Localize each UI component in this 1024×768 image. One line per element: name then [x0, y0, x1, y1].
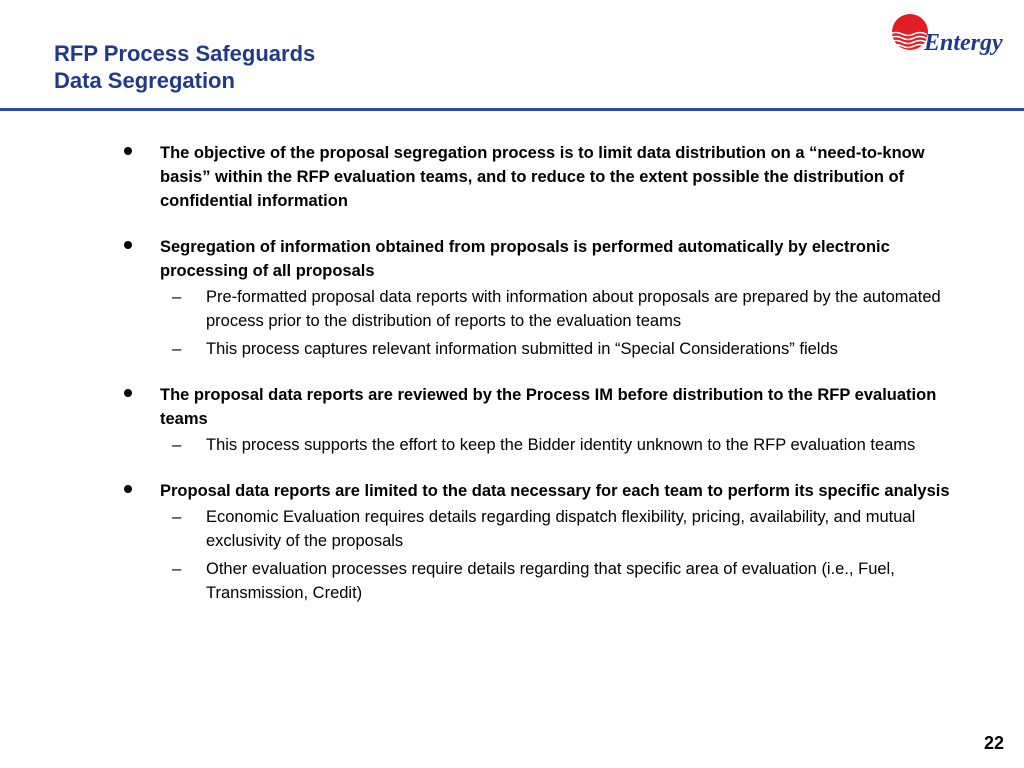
sub-bullet-text: Pre-formatted proposal data reports with information about proposals are prepared by the automated process prior to the distribution of reports to the evaluation teams — [206, 288, 941, 330]
sub-bullet-list — [160, 505, 974, 605]
sub-bullet-list — [160, 433, 974, 457]
bullet-text: The proposal data reports are reviewed by the Process IM before distribution to the RFP evaluation teams — [160, 386, 937, 428]
sub-bullet-item — [118, 433, 974, 457]
bullet-text: The objective of the proposal segregation process is to limit data distribution on a “need-to-know basis” within the RFP evaluation teams, and to reduce to the extent possible the distribution of confidential information — [160, 144, 925, 210]
dash-icon: – — [172, 560, 182, 578]
sub-bullet-item — [118, 505, 974, 553]
page-number: 22 — [983, 733, 1004, 753]
title-line-2: Data Segregation — [54, 68, 235, 93]
dash-icon: – — [172, 288, 182, 306]
slide-header — [0, 0, 1024, 112]
dash-icon: – — [172, 508, 182, 526]
bullet-item — [118, 235, 974, 361]
bullet-item — [118, 383, 974, 457]
dash-icon: – — [172, 340, 182, 358]
bullet-item — [118, 141, 974, 213]
dash-icon: – — [172, 436, 182, 454]
bullet-dot-icon — [124, 241, 132, 249]
sub-bullet-item — [118, 337, 974, 361]
sub-bullet-text: This process captures relevant information submitted in “Special Considerations” fields — [206, 340, 838, 358]
header-divider — [0, 108, 1024, 111]
bullet-dot-icon — [124, 389, 132, 397]
bullet-item — [118, 479, 974, 605]
bullet-text: Segregation of information obtained from proposals is performed automatically by electronic processing of all proposals — [160, 238, 890, 280]
bullet-text: Proposal data reports are limited to the data necessary for each team to perform its specific analysis — [160, 482, 950, 500]
slide-title — [54, 40, 315, 94]
sub-bullet-text: This process supports the effort to keep the Bidder identity unknown to the RFP evaluation teams — [206, 436, 916, 454]
logo-wordmark: Entergy — [924, 30, 1003, 56]
bullet-dot-icon — [124, 147, 132, 155]
bullet-dot-icon — [124, 485, 132, 493]
sub-bullet-text: Other evaluation processes require details regarding that specific area of evaluation (i.e., Fuel, Transmission, Credit) — [206, 560, 895, 602]
sub-bullet-list — [160, 285, 974, 361]
sub-bullet-text: Economic Evaluation requires details regarding dispatch flexibility, pricing, availability, and mutual exclusivity of the proposals — [206, 508, 916, 550]
bullet-list — [118, 141, 974, 627]
sub-bullet-item — [118, 285, 974, 333]
sub-bullet-item — [118, 557, 974, 605]
title-line-1: RFP Process Safeguards — [54, 41, 316, 66]
